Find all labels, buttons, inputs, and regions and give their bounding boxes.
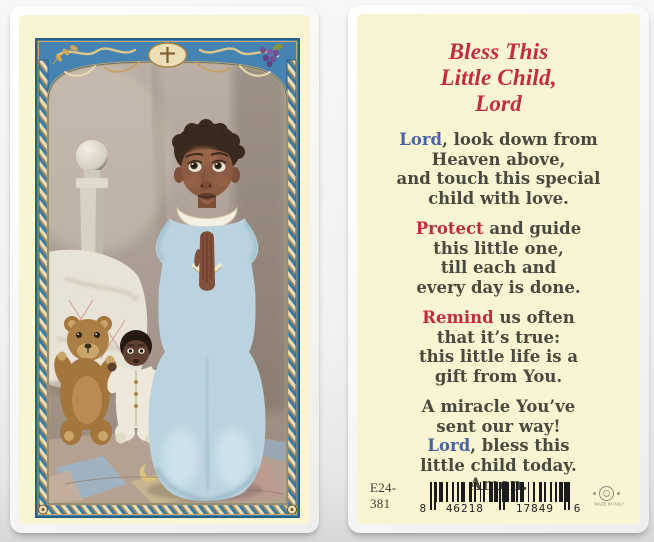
- prayer-segment: little child today.: [420, 455, 577, 475]
- prayer-line: [357, 397, 640, 417]
- prayer-segment: Heaven above,: [431, 149, 566, 169]
- title-line: Lord: [475, 91, 522, 116]
- prayer-segment: gift from You.: [434, 366, 563, 386]
- prayer-line: [357, 219, 640, 239]
- item-code: E24-381: [370, 480, 397, 511]
- upc-barcode: [416, 482, 584, 515]
- barcode-digit-check: 6: [573, 502, 581, 515]
- barcode-digit-group: 46218: [445, 502, 484, 515]
- prayer-line: [357, 308, 640, 328]
- holy-card-back: [348, 5, 649, 533]
- prayer-segment: till each and: [440, 258, 557, 277]
- holy-card-artwork: [35, 38, 300, 518]
- prayer-line: [357, 347, 640, 367]
- prayer-stanza: [357, 219, 640, 297]
- prayer-segment: Lord: [399, 130, 443, 149]
- maker-stamp-text: MADE IN ITALY: [594, 502, 624, 507]
- prayer-segment: Remind: [422, 308, 494, 327]
- prayer-line: [357, 189, 640, 209]
- prayer-text: [357, 130, 640, 495]
- prayer-segment: and guide: [483, 219, 582, 238]
- barcode-digit-group: 17849: [515, 502, 555, 515]
- prayer-segment: Protect: [415, 219, 484, 238]
- prayer-segment: this little life is a: [418, 347, 579, 366]
- holy-card-front: [10, 6, 319, 533]
- prayer-stanza: [357, 130, 640, 208]
- card-title: [357, 39, 640, 117]
- prayer-line: [357, 417, 640, 437]
- barcode-digits: [416, 503, 584, 515]
- prayer-segment: every day is done.: [416, 277, 581, 297]
- stamp-dot: [617, 492, 620, 495]
- prayer-line: [357, 258, 640, 278]
- prayer-segment: sent our way!: [436, 416, 561, 436]
- prayer-segment: , look down from: [442, 130, 598, 149]
- prayer-stanza: [357, 308, 640, 386]
- prayer-segment: and touch this special: [396, 169, 601, 188]
- maker-stamp-row: [584, 486, 628, 501]
- prayer-segment: us often: [493, 308, 575, 327]
- prayer-segment: that it’s true:: [436, 327, 561, 347]
- prayer-segment: A miracle You’ve: [421, 397, 576, 416]
- prayer-line: [357, 278, 640, 298]
- card-footer: [370, 479, 628, 515]
- cross-medallion: [149, 43, 187, 67]
- prayer-line: [357, 130, 640, 150]
- back-card-paper: [357, 14, 640, 524]
- prayer-line: [357, 328, 640, 348]
- prayer-segment: , bless this: [470, 436, 570, 455]
- picture-scene: [35, 62, 287, 504]
- title-line: Little Child,: [440, 65, 557, 90]
- prayer-line: [357, 150, 640, 170]
- barcode-digit-lead: 8: [419, 502, 427, 515]
- title-line: Bless This: [448, 39, 549, 64]
- prayer-line: [357, 436, 640, 456]
- prayer-segment: Lord: [427, 436, 471, 455]
- maker-stamp-icon: [599, 486, 614, 501]
- prayer-line: [357, 456, 640, 476]
- prayer-segment: child with love.: [428, 188, 569, 208]
- prayer-line: [357, 367, 640, 387]
- prayer-segment: this little one,: [433, 238, 564, 258]
- front-card-paper: [19, 15, 310, 524]
- stamp-dot: [593, 492, 596, 495]
- prayer-line: [357, 239, 640, 259]
- prayer-line: [357, 169, 640, 189]
- maker-stamp: [584, 486, 628, 515]
